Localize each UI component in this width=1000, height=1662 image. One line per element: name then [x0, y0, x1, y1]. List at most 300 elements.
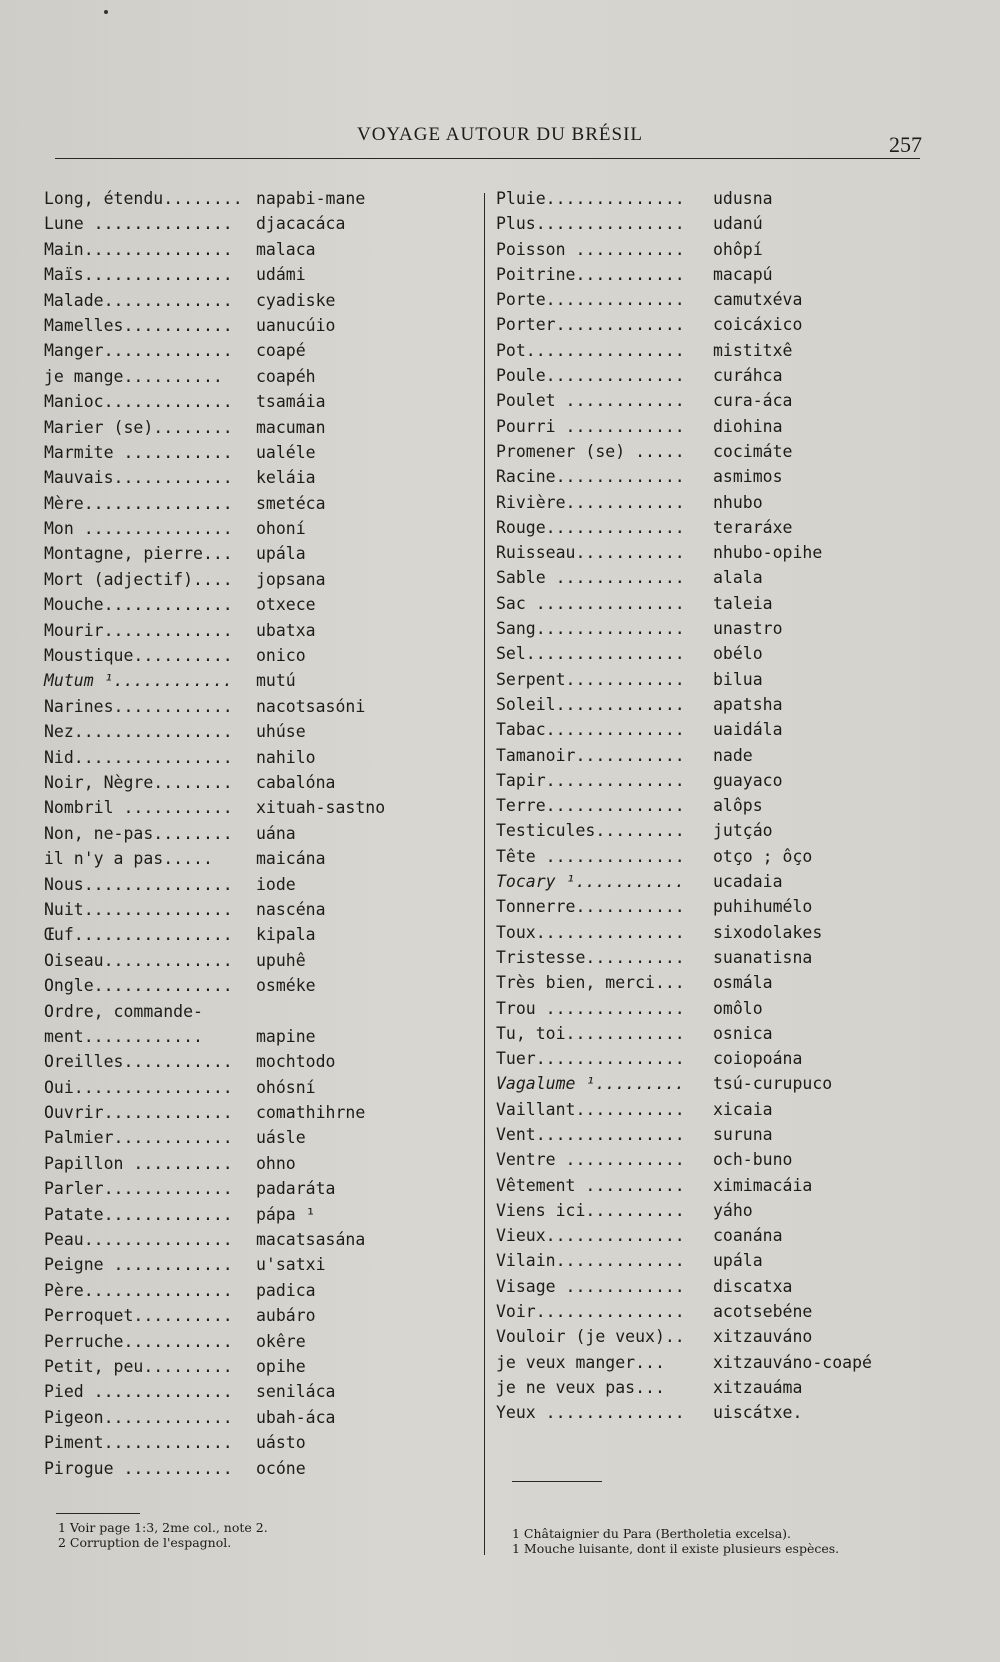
footnotes-left [58, 1520, 268, 1550]
entry-term: Tu, toi............ [496, 1023, 685, 1043]
entry-gloss: uásle [256, 1128, 306, 1148]
column-divider [484, 193, 485, 1555]
entry-term: Pluie.............. [496, 189, 685, 208]
vocabulary-entry [496, 945, 906, 970]
entry-gloss: uásto [256, 1433, 306, 1453]
entry-gloss: otço ; ôço [713, 846, 813, 866]
footnote-rule-left [56, 1513, 140, 1514]
entry-gloss: jutçáo [713, 821, 773, 841]
vocabulary-entry [496, 692, 906, 717]
vocabulary-entry [44, 1202, 464, 1227]
entry-term: Non, ne-pas........ [44, 823, 233, 843]
vocabulary-entry [496, 540, 906, 565]
vocabulary-entry [496, 743, 906, 768]
entry-gloss: okêre [256, 1331, 306, 1351]
vocabulary-entry [44, 364, 464, 389]
entry-term: Très bien, merci... [496, 973, 685, 993]
vocabulary-entry [496, 1324, 906, 1349]
entry-gloss: bilua [713, 669, 763, 689]
entry-gloss: udusna [713, 189, 773, 208]
entry-gloss: mistitxê [713, 340, 793, 360]
entry-gloss: udámi [256, 265, 306, 285]
entry-term: Peau............... [44, 1230, 233, 1250]
footnote: 1 Mouche luisante, dont il existe plusieurs espèces. [512, 1541, 840, 1556]
vocabulary-entry [44, 338, 464, 363]
entry-gloss: smetéca [256, 493, 326, 513]
entry-gloss: ubah-áca [256, 1407, 336, 1427]
vocabulary-entry [496, 1274, 906, 1299]
vocabulary-entry [44, 1278, 464, 1303]
entry-gloss: unastro [713, 619, 783, 639]
entry-term: il n'y a pas..... [44, 849, 213, 869]
entry-gloss: ohoní [256, 519, 306, 539]
vocabulary-entry [44, 694, 464, 719]
running-head: VOYAGE AUTOUR DU BRÉSIL [356, 124, 644, 145]
vocabulary-entry [44, 1456, 464, 1481]
entry-gloss: nacotsasóni [256, 696, 366, 716]
vocabulary-entry [496, 439, 906, 464]
entry-term: Malade............. [44, 290, 233, 310]
entry-term: Ruisseau........... [496, 543, 685, 563]
vocabulary-entry [496, 388, 906, 413]
entry-term: Vent............... [496, 1124, 685, 1144]
entry-gloss: macapú [713, 264, 773, 284]
vocabulary-entry [44, 897, 464, 922]
entry-gloss: xitzauáma [713, 1377, 803, 1397]
entry-term: Plus............... [496, 214, 685, 234]
vocabulary-entry [44, 618, 464, 643]
entry-term: Tuer............... [496, 1049, 685, 1069]
entry-term: Narines............ [44, 696, 233, 716]
entry-gloss: sixodolakes [713, 922, 823, 942]
entry-gloss: napabi-mane [256, 189, 366, 208]
entry-gloss: onico [256, 646, 306, 666]
vocabulary-entry [496, 768, 906, 793]
vocabulary-entry [44, 313, 464, 338]
vocabulary-entry [44, 719, 464, 744]
vocabulary-entry [44, 465, 464, 490]
vocabulary-entry [496, 1350, 906, 1375]
entry-term: Perruche........... [44, 1331, 233, 1351]
entry-term: Sable ............. [496, 568, 685, 588]
entry-term: Promener (se) ..... [496, 441, 685, 461]
entry-gloss: padaráta [256, 1179, 336, 1199]
entry-gloss: seniláca [256, 1382, 336, 1402]
vocabulary-entry [44, 415, 464, 440]
entry-gloss: kipala [256, 925, 316, 945]
vocabulary-entry [44, 541, 464, 566]
entry-term: Manioc............. [44, 392, 233, 412]
vocabulary-entry [44, 973, 464, 998]
vocabulary-column-right [496, 186, 906, 1426]
entry-gloss: upála [713, 1251, 763, 1271]
vocabulary-entry [44, 1252, 464, 1277]
entry-term: Ongle.............. [44, 976, 233, 996]
vocabulary-entry [496, 1122, 906, 1147]
entry-term: Porte.............. [496, 290, 685, 310]
entry-gloss: iode [256, 874, 296, 894]
vocabulary-entry [496, 515, 906, 540]
vocabulary-entry [496, 1400, 906, 1425]
vocabulary-entry [496, 338, 906, 363]
vocabulary-entry [496, 1097, 906, 1122]
vocabulary-entry [496, 186, 906, 211]
entry-gloss: uanucúio [256, 315, 336, 335]
entry-gloss: coicáxico [713, 315, 803, 335]
entry-gloss: tsú-curupuco [713, 1074, 833, 1094]
vocabulary-entry [496, 211, 906, 236]
entry-gloss: udanú [713, 214, 763, 234]
vocabulary-entry [496, 667, 906, 692]
vocabulary-entry [44, 440, 464, 465]
entry-gloss: mutú [256, 671, 296, 691]
vocabulary-entry [496, 869, 906, 894]
entry-term: Ventre ............ [496, 1150, 685, 1170]
entry-gloss: ualéle [256, 442, 316, 462]
entry-gloss: coapéh [256, 366, 316, 386]
vocabulary-entry [496, 262, 906, 287]
entry-gloss: uaidála [713, 720, 783, 740]
entry-gloss: yáho [713, 1200, 753, 1220]
entry-term: Vieux.............. [496, 1226, 685, 1246]
entry-gloss: cyadiske [256, 290, 336, 310]
entry-gloss: och-buno [713, 1150, 793, 1170]
entry-term: Marier (se)........ [44, 417, 233, 437]
entry-gloss: padica [256, 1280, 316, 1300]
entry-gloss: coiopoána [713, 1049, 803, 1069]
entry-gloss: omôlo [713, 998, 763, 1018]
entry-term: Trou .............. [496, 998, 685, 1018]
entry-term: Œuf................ [44, 925, 233, 945]
entry-gloss: cura-áca [713, 391, 793, 411]
entry-term: Vagalume ¹......... [496, 1074, 685, 1094]
vocabulary-entry [44, 1176, 464, 1201]
entry-term: Pigeon............. [44, 1407, 233, 1427]
vocabulary-entry [496, 970, 906, 995]
vocabulary-entry [44, 262, 464, 287]
entry-term: Vilain............. [496, 1251, 685, 1271]
entry-gloss: ocóne [256, 1458, 306, 1478]
entry-term: Vêtement .......... [496, 1175, 685, 1195]
entry-term: Nez................ [44, 722, 233, 742]
entry-gloss: camutxéva [713, 290, 803, 310]
entry-term: Ouvrir............. [44, 1103, 233, 1123]
entry-term: Pot................ [496, 340, 685, 360]
entry-term: Mauvais............ [44, 468, 233, 488]
entry-term: Testicules......... [496, 821, 685, 841]
entry-term: Tocary ¹........... [496, 872, 685, 892]
entry-gloss: macatsasána [256, 1230, 366, 1250]
page-number: 257 [889, 132, 922, 157]
vocabulary-entry [496, 641, 906, 666]
entry-term: Toux............... [496, 922, 685, 942]
vocabulary-column-left [44, 186, 464, 1481]
entry-gloss: ohno [256, 1153, 296, 1173]
vocabulary-entry [44, 491, 464, 516]
vocabulary-entry [496, 616, 906, 641]
entry-gloss: xitzauváno [713, 1327, 813, 1347]
entry-term: Oui................ [44, 1077, 233, 1097]
entry-term: Poule.............. [496, 366, 685, 386]
vocabulary-entry [44, 1227, 464, 1252]
entry-term: Pirogue ........... [44, 1458, 233, 1478]
entry-term: Tabac.............. [496, 720, 685, 740]
vocabulary-entry [44, 211, 464, 236]
entry-term: Peigne ............ [44, 1255, 233, 1275]
entry-term: Marmite ........... [44, 442, 233, 462]
entry-gloss: discatxa [713, 1276, 793, 1296]
entry-gloss: ubatxa [256, 620, 316, 640]
entry-term: Parler............. [44, 1179, 233, 1199]
entry-term: je ne veux pas... [496, 1377, 665, 1397]
entry-term: Noir, Nègre........ [44, 772, 233, 792]
entry-term: je mange.......... [44, 366, 223, 386]
entry-term: Oiseau............. [44, 950, 233, 970]
entry-gloss: alôps [713, 796, 763, 816]
vocabulary-entry [496, 1173, 906, 1198]
entry-term: Terre.............. [496, 796, 685, 816]
vocabulary-entry [496, 490, 906, 515]
entry-gloss: maicána [256, 849, 326, 869]
entry-gloss: pápa ¹ [256, 1204, 316, 1224]
entry-term: Petit, peu......... [44, 1356, 233, 1376]
vocabulary-entry [496, 591, 906, 616]
entry-gloss: xitzauváno-coapé [713, 1352, 872, 1372]
entry-term: Yeux .............. [496, 1403, 685, 1423]
vocabulary-entry [496, 1223, 906, 1248]
entry-gloss: alala [713, 568, 763, 588]
entry-term: Nous............... [44, 874, 233, 894]
entry-term: Racine............. [496, 467, 685, 487]
vocabulary-entry [44, 1151, 464, 1176]
vocabulary-entry [44, 1405, 464, 1430]
vocabulary-entry [496, 414, 906, 439]
entry-gloss: osnica [713, 1023, 773, 1043]
entry-gloss: cabalóna [256, 772, 336, 792]
vocabulary-entry [44, 592, 464, 617]
entry-gloss: nhubo-opihe [713, 543, 823, 563]
entry-gloss: coanána [713, 1226, 783, 1246]
entry-term: Tamanoir........... [496, 745, 685, 765]
vocabulary-entry [44, 1125, 464, 1150]
vocabulary-entry [496, 565, 906, 590]
header-rule [55, 158, 920, 159]
entry-term: Sang............... [496, 619, 685, 639]
entry-term: Pourri ............ [496, 416, 685, 436]
vocabulary-entry [44, 745, 464, 770]
entry-gloss: cocimáte [713, 441, 793, 461]
entry-term: Porter............. [496, 315, 685, 335]
entry-term: Maïs............... [44, 265, 233, 285]
entry-term: Ordre, commande- [44, 1001, 203, 1021]
entry-gloss: upuhê [256, 950, 306, 970]
vocabulary-entry [44, 1100, 464, 1125]
entry-gloss: suruna [713, 1124, 773, 1144]
vocabulary-entry [496, 1248, 906, 1273]
entry-gloss: acotsebéne [713, 1302, 813, 1322]
entry-term: Main............... [44, 239, 233, 259]
entry-gloss: ucadaia [713, 872, 783, 892]
entry-gloss: jopsana [256, 569, 326, 589]
entry-term: Pied .............. [44, 1382, 233, 1402]
entry-term: Sac ............... [496, 593, 685, 613]
vocabulary-entry [44, 795, 464, 820]
entry-term: Tête .............. [496, 846, 685, 866]
entry-gloss: macuman [256, 417, 326, 437]
entry-term: Poulet ............ [496, 391, 685, 411]
footnote: 1 Châtaignier du Para (Bertholetia excelsa). [512, 1526, 792, 1541]
entry-term: Mouche............. [44, 595, 233, 615]
entry-term: Nid................ [44, 747, 233, 767]
page-speck [104, 10, 108, 14]
entry-gloss: teraráxe [713, 517, 793, 537]
entry-term: Soleil............. [496, 694, 685, 714]
entry-gloss: nhubo [713, 492, 763, 512]
entry-gloss: guayaco [713, 770, 783, 790]
vocabulary-entry [44, 846, 464, 871]
entry-term: Mourir............. [44, 620, 233, 640]
vocabulary-entry [44, 948, 464, 973]
entry-gloss: asmimos [713, 467, 783, 487]
vocabulary-entry [44, 1430, 464, 1455]
entry-term: Nuit............... [44, 899, 233, 919]
entry-gloss: osméke [256, 976, 316, 996]
vocabulary-entry [44, 1329, 464, 1354]
entry-gloss: aubáro [256, 1306, 316, 1326]
entry-term: Mort (adjectif).... [44, 569, 233, 589]
footnote: 1 Voir page 1:3, 2me col., note 2. [58, 1520, 268, 1535]
entry-term: Lune .............. [44, 214, 233, 234]
vocabulary-entry [44, 922, 464, 947]
entry-gloss: tsamáia [256, 392, 326, 412]
entry-gloss: djacacáca [256, 214, 346, 234]
entry-gloss: uána [256, 823, 296, 843]
entry-term: Poisson ........... [496, 239, 685, 259]
vocabulary-entry [44, 1303, 464, 1328]
entry-term: Palmier............ [44, 1128, 233, 1148]
vocabulary-entry [44, 1024, 464, 1049]
vocabulary-entry [44, 770, 464, 795]
vocabulary-entry [496, 844, 906, 869]
entry-gloss: osmála [713, 973, 773, 993]
entry-gloss: xituah-sastno [256, 798, 386, 818]
entry-gloss: opihe [256, 1356, 306, 1376]
entry-gloss: keláia [256, 468, 316, 488]
vocabulary-entry [44, 516, 464, 541]
entry-term: Visage ............ [496, 1276, 685, 1296]
entry-gloss: suanatisna [713, 947, 813, 967]
entry-term: Nombril ........... [44, 798, 233, 818]
entry-term: Mon ............... [44, 519, 233, 539]
entry-term: Vaillant........... [496, 1099, 685, 1119]
entry-term: ment............ [44, 1026, 203, 1046]
entry-term: Patate............. [44, 1204, 233, 1224]
footnote-rule-right [512, 1481, 602, 1482]
entry-term: je veux manger... [496, 1352, 665, 1372]
vocabulary-entry [496, 996, 906, 1021]
entry-term: Viens ici.......... [496, 1200, 685, 1220]
entry-term: Long, étendu........ [44, 189, 243, 208]
vocabulary-entry [44, 567, 464, 592]
vocabulary-entry [44, 999, 464, 1024]
vocabulary-entry [496, 793, 906, 818]
vocabulary-entry [496, 1021, 906, 1046]
entry-term: Tapir.............. [496, 770, 685, 790]
entry-gloss: otxece [256, 595, 316, 615]
entry-gloss: apatsha [713, 694, 783, 714]
entry-term: Mutum ¹............ [44, 671, 233, 691]
entry-term: Perroquet.......... [44, 1306, 233, 1326]
entry-term: Voir............... [496, 1302, 685, 1322]
entry-gloss: ohósní [256, 1077, 316, 1097]
vocabulary-entry [496, 818, 906, 843]
entry-term: Montagne, pierre... [44, 544, 233, 564]
entry-gloss: coapé [256, 341, 306, 361]
entry-term: Rivière............ [496, 492, 685, 512]
entry-term: Sel................ [496, 644, 685, 664]
vocabulary-entry [44, 668, 464, 693]
entry-term: Mamelles........... [44, 315, 233, 335]
entry-gloss: obélo [713, 644, 763, 664]
entry-gloss: uhúse [256, 722, 306, 742]
entry-term: Rouge.............. [496, 517, 685, 537]
vocabulary-entry [44, 1354, 464, 1379]
vocabulary-entry [44, 1049, 464, 1074]
entry-term: Tristesse.......... [496, 947, 685, 967]
vocabulary-entry [44, 288, 464, 313]
entry-gloss: ximimacáia [713, 1175, 813, 1195]
entry-gloss: uiscátxe. [713, 1403, 803, 1423]
entry-term: Serpent............ [496, 669, 685, 689]
vocabulary-entry [496, 363, 906, 388]
vocabulary-entry [44, 389, 464, 414]
entry-gloss: diohina [713, 416, 783, 436]
entry-gloss: comathihrne [256, 1103, 366, 1123]
entry-gloss: nascéna [256, 899, 326, 919]
vocabulary-entry [44, 872, 464, 897]
entry-term: Tonnerre........... [496, 897, 685, 917]
entry-gloss: upála [256, 544, 306, 564]
entry-term: Moustique.......... [44, 646, 233, 666]
entry-gloss: taleia [713, 593, 773, 613]
vocabulary-entry [496, 237, 906, 262]
entry-gloss: u'satxi [256, 1255, 326, 1275]
entry-gloss: mochtodo [256, 1052, 336, 1072]
vocabulary-entry [496, 1299, 906, 1324]
entry-term: Mère............... [44, 493, 233, 513]
vocabulary-entry [44, 1379, 464, 1404]
vocabulary-entry [496, 464, 906, 489]
vocabulary-entry [496, 1046, 906, 1071]
vocabulary-entry [496, 717, 906, 742]
vocabulary-entry [496, 1198, 906, 1223]
vocabulary-entry [496, 312, 906, 337]
entry-gloss: ohôpí [713, 239, 763, 259]
entry-gloss: nade [713, 745, 753, 765]
vocabulary-entry [496, 920, 906, 945]
entry-gloss: nahilo [256, 747, 316, 767]
entry-gloss: xicaia [713, 1099, 773, 1119]
entry-term: Papillon .......... [44, 1153, 233, 1173]
vocabulary-entry [496, 894, 906, 919]
entry-term: Père............... [44, 1280, 233, 1300]
vocabulary-entry [44, 186, 464, 211]
vocabulary-entry [496, 1375, 906, 1400]
vocabulary-entry [496, 1147, 906, 1172]
entry-term: Manger............. [44, 341, 233, 361]
vocabulary-entry [44, 821, 464, 846]
vocabulary-entry [44, 1075, 464, 1100]
